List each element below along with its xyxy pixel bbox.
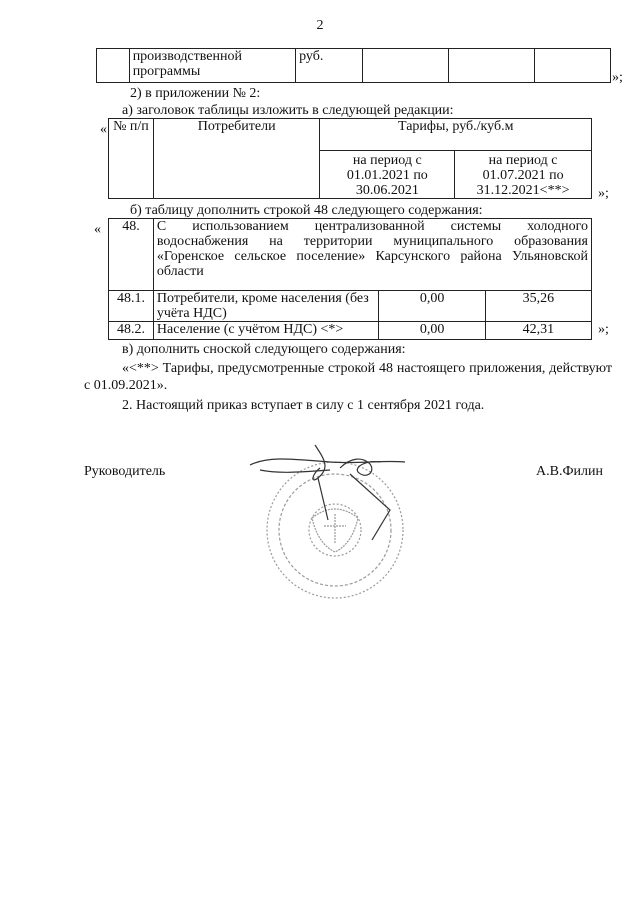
header-consumers: Потребители: [153, 119, 320, 199]
seal-and-signature-icon: [240, 440, 430, 610]
row-48-1-num: 48.1.: [109, 291, 154, 322]
page-number: 2: [316, 18, 324, 33]
item2-heading: 2) в приложении № 2:: [130, 86, 261, 101]
top-table-unit: руб.: [296, 49, 363, 83]
header-period-1: на период с 01.01.2021 по 30.06.2021: [320, 151, 455, 199]
row-48-2-value-2: 42,31: [485, 322, 591, 340]
closing-quote: »;: [598, 186, 609, 201]
point-2: 2. Настоящий приказ вступает в силу с 1 сентября 2021 года.: [122, 398, 485, 413]
top-table-label: производственной программы: [129, 49, 295, 83]
row-48-num: 48.: [109, 219, 154, 291]
row-48-text: С использованием централизованной системы холодного водоснабжения на территории муниципального образования «Горенское сельское поселение» Карсунского района Ульяновской области: [153, 219, 591, 291]
header-tariffs: Тарифы, руб./куб.м: [320, 119, 592, 151]
row-48-2-value-1: 0,00: [379, 322, 485, 340]
open-quote: «: [100, 122, 107, 137]
signature-title: Руководитель: [84, 464, 166, 479]
closing-quote: »;: [612, 70, 623, 85]
row-48-1-value-2: 35,26: [485, 291, 591, 322]
signature-name: А.В.Филин: [536, 464, 603, 479]
open-quote: «: [94, 222, 101, 237]
empty-cell: [362, 49, 448, 83]
header-table: [108, 118, 592, 199]
empty-cell: [448, 49, 534, 83]
footnote-text: «<**> Тарифы, предусмотренные строкой 48 настоящего приложения, действуют с 01.09.2021».: [84, 361, 612, 393]
item-c: в) дополнить сноской следующего содержания:: [122, 342, 406, 357]
closing-quote: »;: [598, 322, 609, 337]
header-num: № п/п: [109, 119, 154, 199]
empty-cell: [534, 49, 610, 83]
header-period-2: на период с 01.07.2021 по 31.12.2021<**>: [455, 151, 592, 199]
row-48-2-num: 48.2.: [109, 322, 154, 340]
row-48-1-value-1: 0,00: [379, 291, 485, 322]
row-48-2-text: Население (с учётом НДС) <*>: [153, 322, 379, 340]
item-b: б) таблицу дополнить строкой 48 следующего содержания:: [130, 203, 483, 218]
item-a: а) заголовок таблицы изложить в следующей редакции:: [122, 103, 454, 118]
row-table: [108, 218, 592, 340]
empty-cell: [97, 49, 130, 83]
top-table: [96, 48, 611, 83]
row-48-1-text: Потребители, кроме населения (без учёта НДС): [153, 291, 379, 322]
